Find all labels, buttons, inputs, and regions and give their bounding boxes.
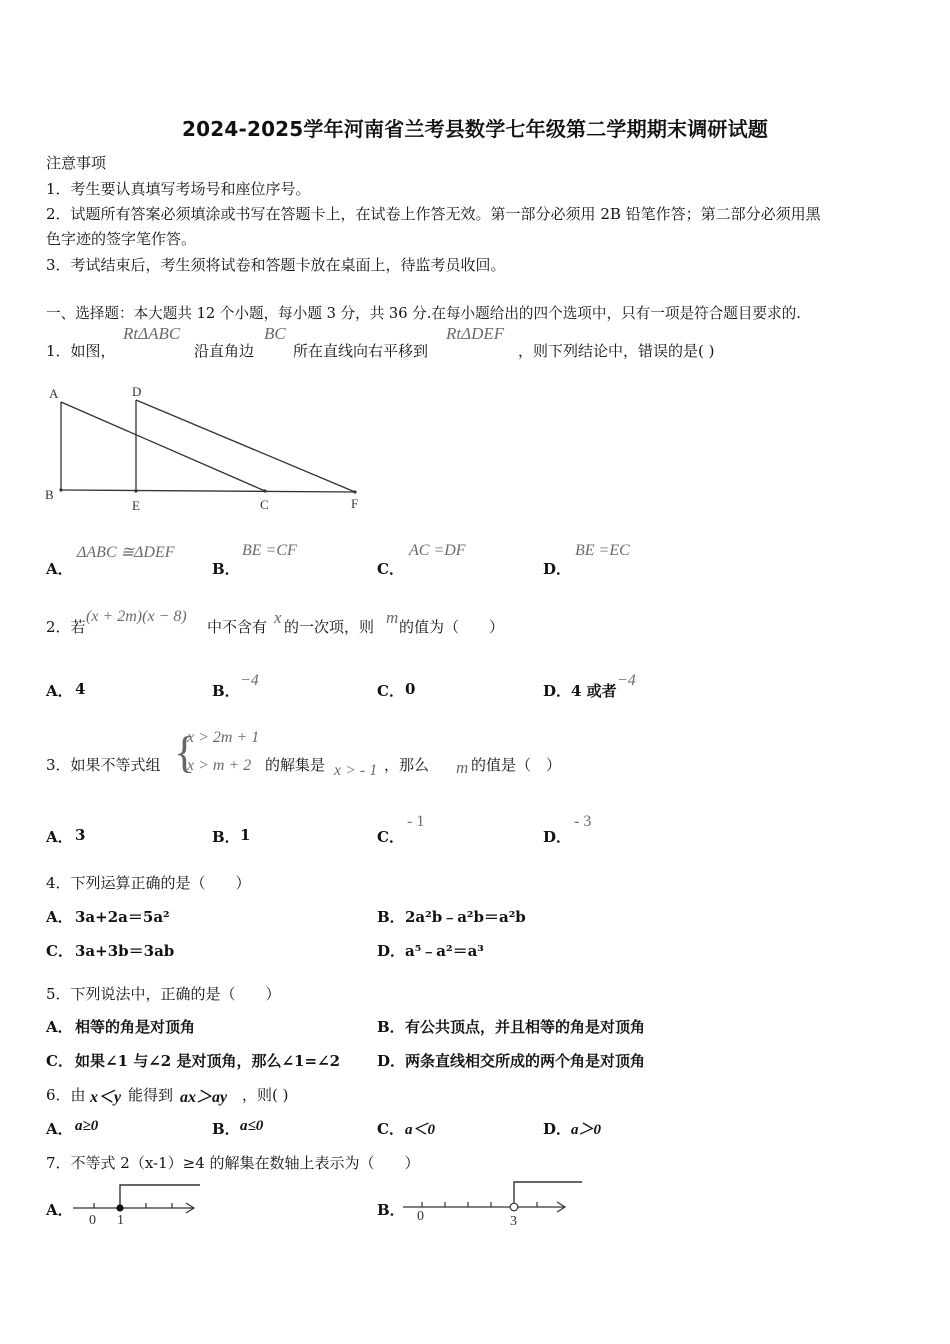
q3-inequality-2: x > m + 2 (187, 757, 252, 774)
q5-option-c-letter[interactable]: C． (46, 1052, 73, 1070)
q3-option-c-letter[interactable]: C． (377, 828, 404, 846)
tick-label-3: 3 (510, 1214, 517, 1229)
solution-ray (514, 1182, 582, 1203)
question-4-stem: 4．下列运算正确的是（ ） (46, 874, 251, 892)
q7-option-b-number-line[interactable] (400, 1176, 590, 1230)
q3-text: 的解集是 (265, 756, 326, 774)
q2-math-m: m (386, 608, 399, 627)
q3-number: 3．如果不等式组 (46, 756, 161, 774)
q5-option-c[interactable]: 如果∠1 与∠2 是对顶角，那么∠1=∠2 (75, 1052, 341, 1070)
label-f: F (351, 496, 359, 511)
q3-option-c[interactable]: - 1 (407, 813, 425, 830)
q3-option-a[interactable]: 3 (75, 826, 86, 844)
q1-math-rt-abc: RtΔABC (123, 324, 181, 343)
q1-math-rt-def: RtΔDEF (446, 324, 505, 343)
q7-option-a-number-line[interactable] (70, 1178, 205, 1230)
tick-label-0: 0 (417, 1209, 424, 1224)
q5-option-d-letter[interactable]: D． (377, 1052, 406, 1070)
q2-option-c-letter[interactable]: C． (377, 682, 404, 700)
q6-option-b[interactable]: a≤0 (240, 1118, 264, 1134)
q3-option-b[interactable]: 1 (240, 826, 251, 844)
question-1-stem (46, 322, 926, 362)
q2-option-b[interactable]: −4 (240, 672, 259, 689)
label-e: E (132, 498, 140, 513)
tick-label-1: 1 (117, 1213, 124, 1228)
q2-text: 中不含有 (207, 618, 268, 636)
q2-math-x: x (274, 608, 282, 627)
q5-option-b[interactable]: 有公共顶点，并且相等的角是对顶角 (405, 1018, 646, 1036)
q3-math-solution: x > - 1 (334, 762, 378, 779)
q2-option-a-letter[interactable]: A． (46, 682, 73, 700)
q3-option-b-letter[interactable]: B． (212, 828, 240, 846)
q4-option-c-letter[interactable]: C． (46, 942, 73, 960)
closed-endpoint (116, 1204, 123, 1211)
section-heading: 一、选择题：本大题共 12 个小题，每小题 3 分，共 36 分.在每小题给出的四个选项中，只有一项是符合题目要求的. (46, 305, 801, 322)
question-2-stem (46, 606, 926, 640)
q2-option-a[interactable]: 4 (75, 680, 86, 698)
q4-option-b-letter[interactable]: B． (377, 908, 405, 926)
notice-item: 3．考试结束后，考生须将试卷和答题卡放在桌面上，待监考员收回。 (46, 256, 506, 274)
question-7-stem: 7．不等式 2（x-1）≥4 的解集在数轴上表示为（ ） (46, 1154, 420, 1172)
q2-number: 2．若 (46, 618, 86, 636)
q5-option-d[interactable]: 两条直线相交所成的两个角是对顶角 (405, 1052, 646, 1070)
q6-option-d-letter[interactable]: D． (543, 1120, 572, 1138)
q1-option-c-letter[interactable]: C． (377, 560, 404, 578)
q4-option-c[interactable]: 3a+3b＝3ab (75, 942, 175, 960)
q1-triangle-figure (40, 380, 380, 520)
q3-option-d-letter[interactable]: D． (543, 828, 572, 846)
q3-option-a-letter[interactable]: A． (46, 828, 73, 846)
q1-option-a-letter[interactable]: A． (46, 560, 73, 578)
q2-text: 的一次项，则 (284, 618, 375, 636)
label-a: A (49, 386, 59, 401)
question-3-stem (46, 725, 926, 785)
notice-heading: 注意事项 (46, 154, 107, 172)
label-c: C (260, 497, 269, 512)
q1-option-d-letter[interactable]: D． (543, 560, 572, 578)
q2-option-d-letter[interactable]: D． (543, 682, 572, 700)
q6-text: ，则( ) (242, 1086, 289, 1104)
q4-option-a[interactable]: 3a+2a＝5a² (75, 908, 170, 926)
q6-option-a[interactable]: a≥0 (75, 1118, 99, 1134)
q3-text: 的值是（ ） (471, 756, 562, 774)
label-d: D (132, 384, 142, 399)
q5-option-b-letter[interactable]: B． (377, 1018, 405, 1036)
q1-option-d[interactable]: BE =EC (575, 542, 630, 559)
q7-option-a-letter[interactable]: A． (46, 1201, 73, 1219)
q1-option-c[interactable]: AC =DF (409, 542, 466, 559)
q3-math-m: m (456, 758, 469, 777)
notice-item: 2．试题所有答案必须填涂或书写在答题卡上，在试卷上作答无效。第一部分必须用 2B 铅笔作答；第二部分必须用黑 (46, 205, 821, 223)
segment-bf (61, 490, 355, 492)
q3-left-brace: { (174, 728, 196, 777)
q1-option-a[interactable]: ΔABC ≅ΔDEF (77, 544, 175, 561)
page-title: 2024-2025学年河南省兰考县数学七年级第二学期期末调研试题 (181, 117, 769, 141)
q3-option-d[interactable]: - 3 (574, 813, 592, 830)
q2-math-expression: (x + 2m)(x − 8) (86, 608, 187, 625)
q5-option-a-letter[interactable]: A． (46, 1018, 73, 1036)
q6-option-c-letter[interactable]: C． (377, 1120, 404, 1138)
open-endpoint (510, 1203, 518, 1211)
q1-text: 沿直角边 (194, 342, 255, 360)
notice-item: 1．考生要认真填写考场号和座位序号。 (46, 180, 311, 198)
q2-option-d-math[interactable]: −4 (617, 672, 636, 689)
tick-label-0: 0 (89, 1213, 96, 1228)
question-6-stem (46, 1084, 926, 1104)
q1-number: 1．如图， (46, 342, 116, 360)
q6-option-b-letter[interactable]: B． (212, 1120, 240, 1138)
q1-text: ，则下列结论中，错误的是( ) (518, 342, 715, 360)
q6-math-x-less-y: x＜y (90, 1089, 122, 1106)
q6-option-a-letter[interactable]: A． (46, 1120, 73, 1138)
q4-option-b[interactable]: 2a²b﹣a²b＝a²b (405, 908, 526, 926)
q5-option-a[interactable]: 相等的角是对顶角 (75, 1018, 196, 1036)
q1-text: 所在直线向右平移到 (293, 342, 429, 360)
label-b: B (45, 487, 54, 502)
q6-number: 6．由 (46, 1086, 86, 1104)
q2-option-c[interactable]: 0 (405, 680, 416, 698)
q4-option-d[interactable]: a⁵﹣a²＝a³ (405, 942, 484, 960)
question-5-stem: 5．下列说法中，正确的是（ ） (46, 985, 281, 1003)
q6-text: 能得到 (128, 1086, 174, 1104)
segment-ac (61, 402, 265, 491)
q4-option-d-letter[interactable]: D． (377, 942, 406, 960)
q2-text: 的值为（ ） (399, 618, 505, 636)
q4-option-a-letter[interactable]: A． (46, 908, 73, 926)
q1-math-bc: BC (264, 324, 286, 343)
notice-item: 色字迹的签字笔作答。 (46, 230, 197, 248)
q2-option-b-letter[interactable]: B． (212, 682, 240, 700)
q7-option-b-letter[interactable]: B． (377, 1201, 405, 1219)
q3-inequality-1: x > 2m + 1 (187, 729, 260, 746)
q2-option-d[interactable]: 4 或者 (571, 682, 617, 700)
q6-option-c[interactable]: a＜0 (405, 1122, 436, 1138)
q6-option-d[interactable]: a＞0 (571, 1122, 602, 1138)
q1-option-b[interactable]: BE =CF (242, 542, 297, 559)
q6-math-ax-greater-ay: ax＞ay (180, 1089, 228, 1106)
q3-text: ，那么 (384, 756, 430, 774)
segment-df (136, 400, 355, 492)
q1-option-b-letter[interactable]: B． (212, 560, 240, 578)
